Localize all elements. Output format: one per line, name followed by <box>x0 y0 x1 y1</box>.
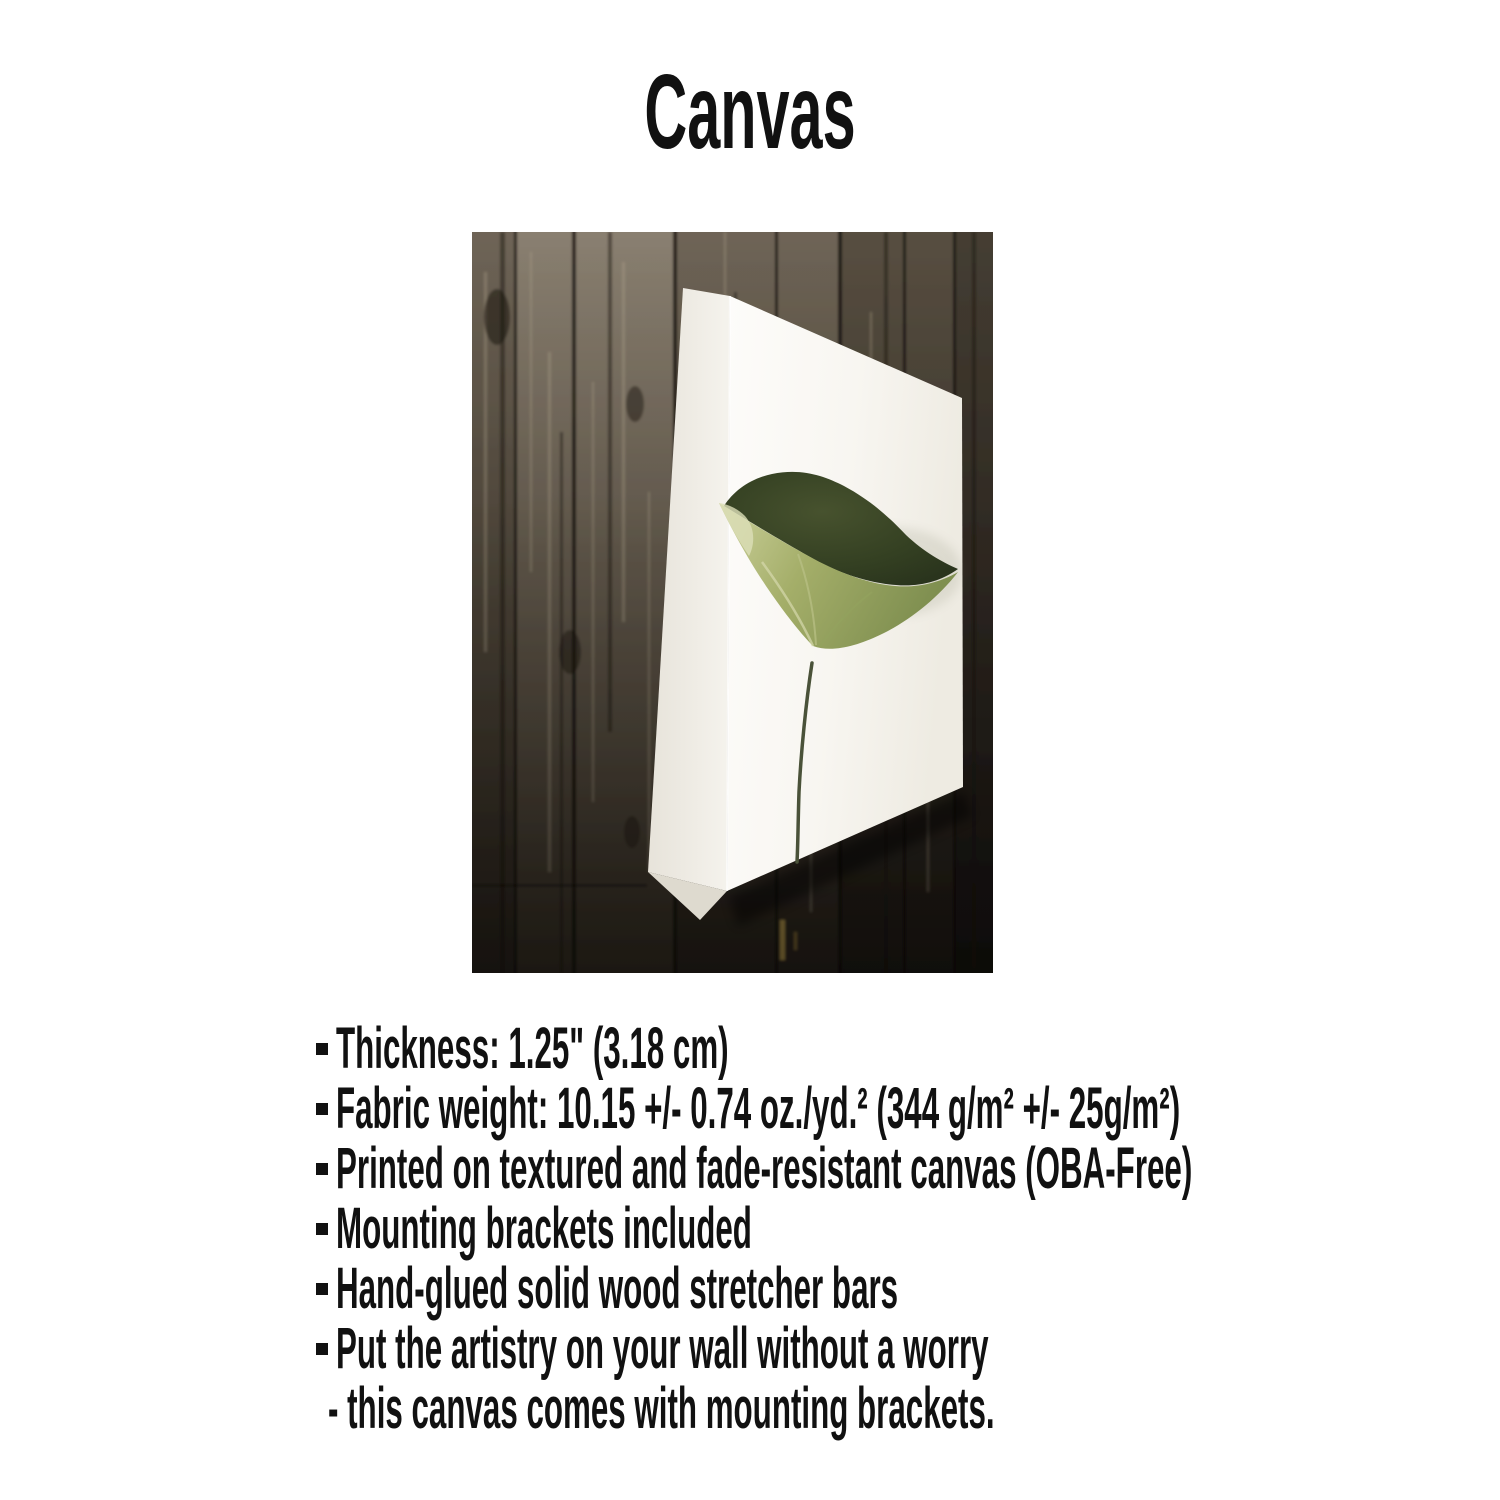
spec-text: Put the artistry on your wall without a worry <box>336 1316 989 1381</box>
spec-text: Thickness: 1.25" (3.18 cm) <box>336 1016 729 1081</box>
spec-text: Fabric weight: 10.15 +/- 0.74 oz./yd.² (344 g/m² +/- 25g/m²) <box>336 1076 1181 1141</box>
spec-item-fabric-weight <box>316 1076 1416 1141</box>
bullet-square-icon <box>316 1283 328 1295</box>
spec-item-artistry <box>316 1316 1416 1381</box>
spec-text: Printed on textured and fade-resistant canvas (OBA-Free) <box>336 1136 1193 1201</box>
spec-text: Hand-glued solid wood stretcher bars <box>336 1256 899 1321</box>
bullet-square-icon <box>316 1103 328 1115</box>
product-photo-graphic <box>472 232 993 973</box>
spec-item-artistry-continuation <box>316 1376 1416 1441</box>
product-photo <box>472 232 993 973</box>
spec-item-printed <box>316 1136 1416 1201</box>
spec-text: Mounting brackets included <box>336 1196 752 1261</box>
bullet-square-icon <box>316 1163 328 1175</box>
bullet-square-icon <box>316 1043 328 1055</box>
bullet-square-icon <box>316 1223 328 1235</box>
spec-list <box>316 1016 1416 1441</box>
spec-item-mounting-brackets <box>316 1196 1416 1261</box>
page-title: Canvas <box>644 53 856 171</box>
bullet-square-icon <box>316 1343 328 1355</box>
spec-text: - this canvas comes with mounting brackets. <box>328 1376 995 1441</box>
spec-item-thickness <box>316 1016 1416 1081</box>
spec-item-stretcher-bars <box>316 1256 1416 1321</box>
